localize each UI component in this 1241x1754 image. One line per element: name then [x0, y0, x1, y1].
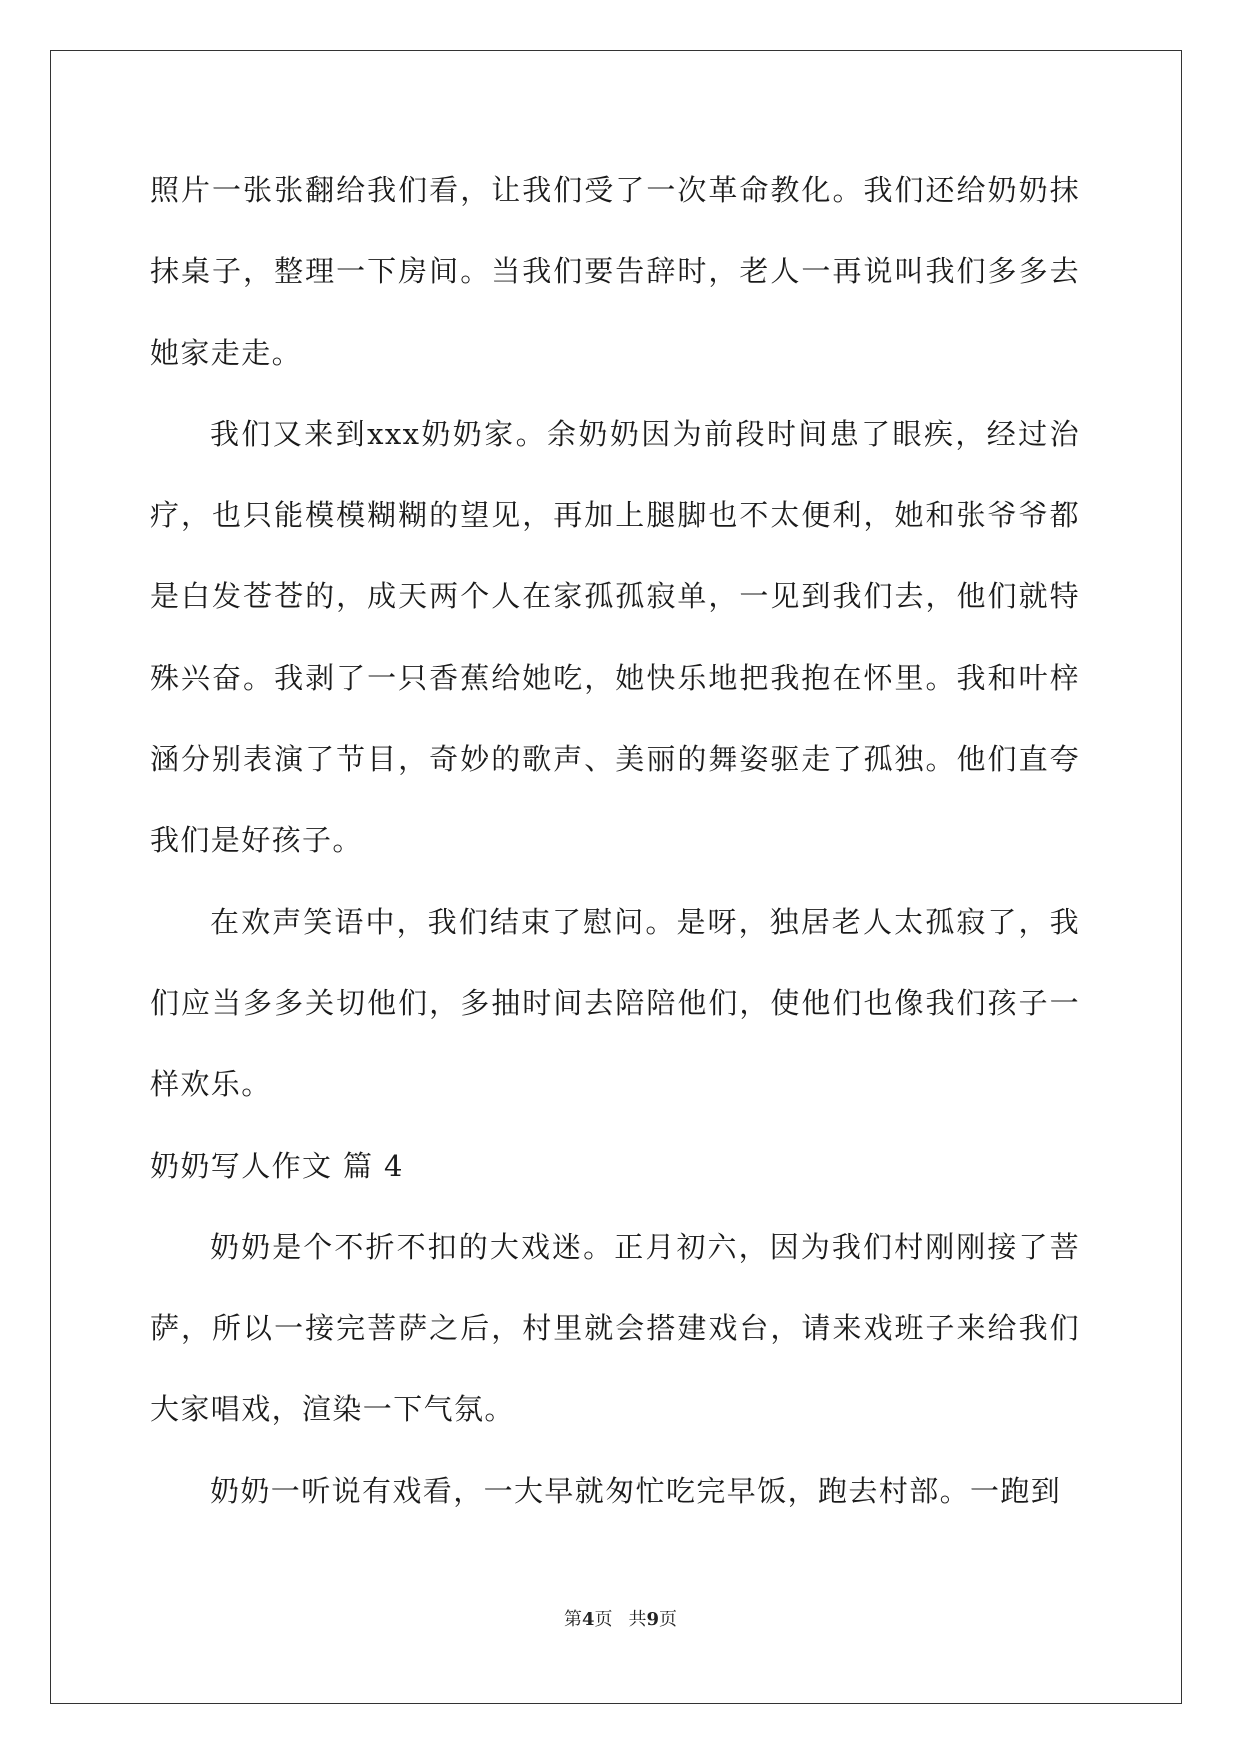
- document-body: [150, 150, 1080, 1532]
- footer-prefix: 第: [563, 1609, 582, 1630]
- page-footer: [0, 1605, 1241, 1631]
- paragraph-5: 奶奶一听说有戏看，一大早就匆忙吃完早饭，跑去村部。一跑到: [210, 1473, 1062, 1508]
- section-heading: 奶奶写人作文 篇 4: [150, 1148, 404, 1183]
- paragraph-4: 奶奶是个不折不扣的大戏迷。正月初六，因为我们村刚刚接了菩萨，所以一接完菩萨之后，村里就会搭建戏台，请来戏班子来给我们大家唱戏，渲染一下气氛。: [150, 1229, 1080, 1427]
- paragraph-1: 照片一张张翻给我们看，让我们受了一次革命教化。我们还给奶奶抹抹桌子，整理一下房间。当我们要告辞时，老人一再说叫我们多多去她家走走。: [150, 173, 1080, 370]
- footer-total-pages: 9: [646, 1609, 660, 1630]
- footer-total-prefix: 共: [628, 1609, 647, 1630]
- footer-page-suffix: 页: [594, 1609, 613, 1630]
- paragraph-3: 在欢声笑语中，我们结束了慰问。是呀，独居老人太孤寂了，我们应当多多关切他们，多抽时间去陪陪他们，使他们也像我们孩子一样欢乐。: [150, 904, 1080, 1102]
- footer-total-suffix: 页: [659, 1609, 678, 1630]
- footer-page-number: 4: [581, 1609, 595, 1630]
- paragraph-2: 我们又来到xxx奶奶家。余奶奶因为前段时间患了眼疾，经过治疗，也只能模模糊糊的望见，再加上腿脚也不太便利，她和张爷爷都是白发苍苍的，成天两个人在家孤孤寂单，一见到我们去，他们就特殊兴奋。我剥了一只香蕉给她吃，她快乐地把我抱在怀里。我和叶梓涵分别表演了节目，奇妙的歌声、美丽的舞姿驱走了孤独。他们直夸我们是好孩子。: [150, 416, 1080, 858]
